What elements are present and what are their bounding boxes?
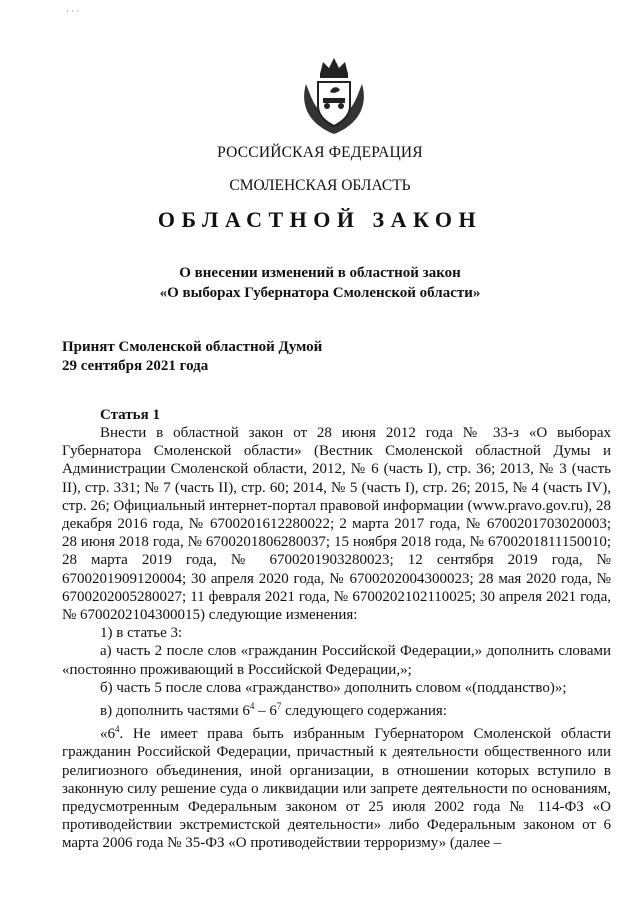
article-heading: Статья 1 [100, 407, 160, 423]
paragraph-item-b: б) часть 5 после слова «гражданство» дополнить словом «(подданство)»; [100, 679, 567, 696]
paragraph-amendments-intro: Внести в областной закон от 28 июня 2012 года № 33-з «О выборах Губернатора Смоленской области» (Вестник Смоленской областной Думы и Администрации Смоленской области, 2012, № 6 (часть I), стр. 36; 2013, № 3 (часть II), стр. 331; № 7 (часть II), стр. 60; 2014, № 5 (часть I), стр. 26; 2015, № 4 (часть IV), стр. 26; Официальный интернет-портал правовой информации (www.pravo.gov.ru), 28 декабря 2016 года, № 6700201612280022; 2 марта 2017 года, № 6700201703020003; 28 июня 2018 года, № 6700201806280037; 15 ноября 2018 года, № 6700201811150010; 28 марта 2019 года, № 6700201903280023; 12 сентября 2019 года, № 6700201909120004; 30 апреля 2020 года, № 6700202004300023; 28 мая 2020 года, № 6700202005280027; 11 февраля 2021 года, № 6700202102110025; 30 апреля 2021 года, № 6700202104300015) следующие изменения: [62, 425, 611, 624]
article-body [62, 424, 611, 853]
paragraph-item-1: 1) в статье 3: [100, 625, 183, 642]
paragraph-item-a: а) часть 2 после слов «гражданин Российской Федерации,» дополнить словами «постоянно проживающий в Российской Федерации,»; [62, 643, 611, 678]
federation-title: РОССИЙСКАЯ ФЕДЕРАЦИЯ [217, 144, 423, 161]
law-title-line-1: О внесении изменений в областной закон [179, 265, 461, 281]
scan-mark: · · · [66, 6, 80, 16]
paragraph-item-v: в) дополнить частями $6^4 - 6^7$ следующего содержания: [100, 701, 447, 720]
smolensk-coat-of-arms-icon [296, 54, 372, 138]
paragraph-part-6-4: «$6^4$. Не имеет права быть избранным Губернатором Смоленской области гражданин Российской Федерации, причастный к деятельности общественного или религиозного объединения, иной организации, в отношении которых вступило в законную силу решение суда о ликвидации или запрете деятельности по основаниям, предусмотренным Федеральным законом от 25 июля 2002 года № 114-ФЗ «О противодействии экстремистской деятельности» либо Федеральным законом от 6 марта 2006 года № 35-ФЗ «О противодействии терроризму» (далее – [62, 724, 611, 852]
adopted-by: Принят Смоленской областной Думой [62, 339, 323, 355]
region-title: СМОЛЕНСКАЯ ОБЛАСТЬ [229, 177, 411, 194]
adoption-date: 29 сентября 2021 года [62, 358, 209, 374]
law-title-line-2: «О выборах Губернатора Смоленской области» [159, 285, 481, 301]
document-type: ОБЛАСТНОЙ ЗАКОН [157, 207, 483, 232]
